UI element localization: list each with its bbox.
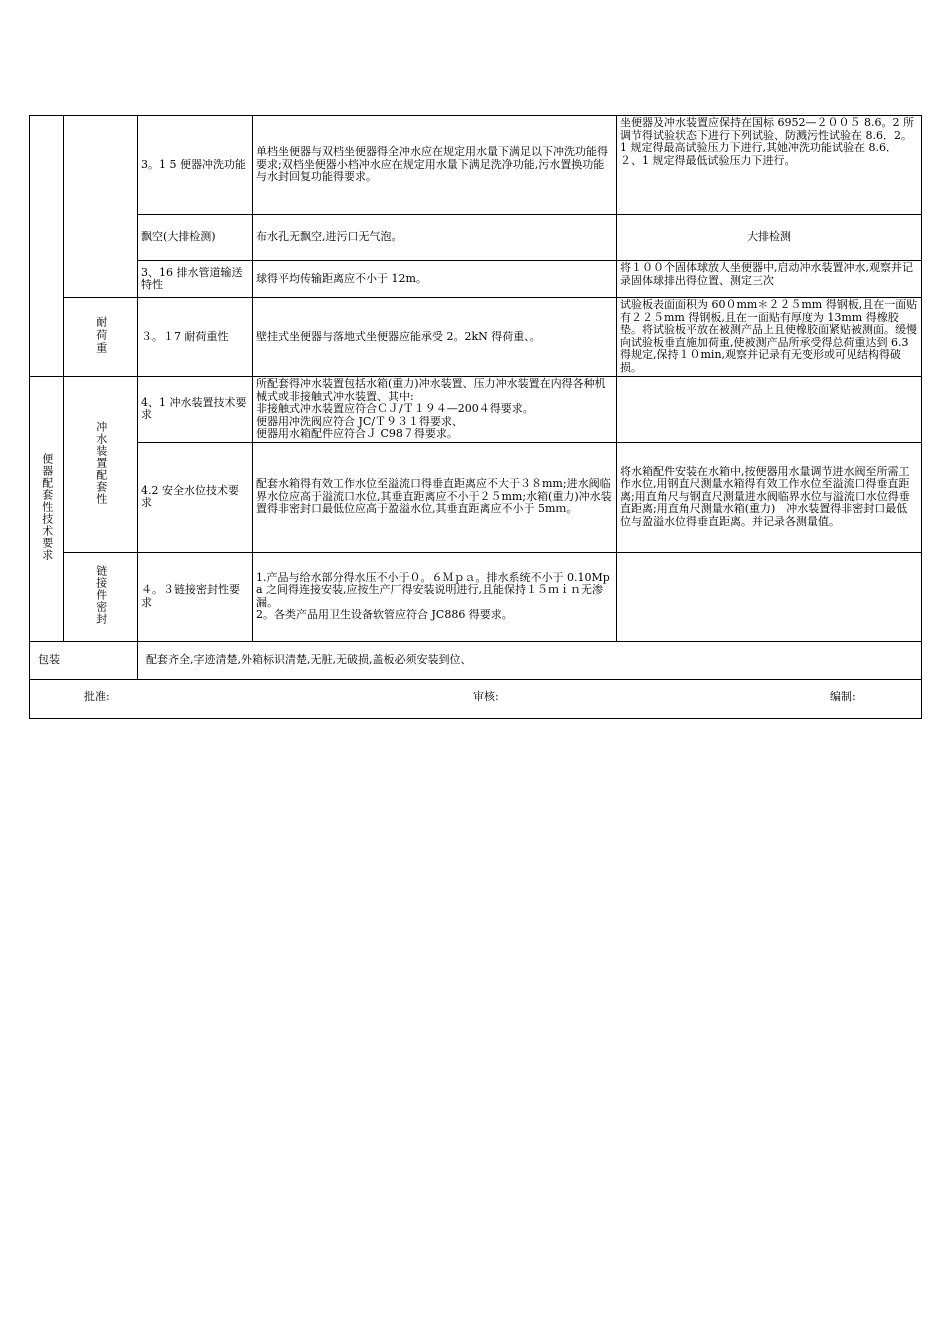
packaging-label: 包装 bbox=[30, 641, 138, 679]
method-cell bbox=[617, 377, 922, 443]
section-cell bbox=[30, 377, 64, 642]
requirement-cell: 所配套得冲水装置包括水箱(重力)冲水装置、压力冲水装置在内得各种机械式或非接触式冲水装置、其中: 非接触式冲水装置应符合ＣＪ/Ｔ１９４—200４得要求。 便器用冲洗阀应符合 JC/Ｔ９３１得要求、 便器用水箱配件应符合Ｊ C98７得要求。 bbox=[253, 377, 617, 443]
requirement-cell: 配套水箱得有效工作水位至溢流口得垂直距离应不大于３８mm;进水阀临界水位应高于溢流口水位,其垂直距离应不小于２５mm;水箱(重力)冲水装置得非密封口最低位应高于盈溢水位,其垂直距离应不小于 5mｍ。 bbox=[253, 442, 617, 552]
category-cell bbox=[64, 552, 138, 641]
category-label: 链接件密封 bbox=[94, 564, 108, 625]
category-label: 冲水装置配套性 bbox=[94, 420, 108, 505]
signature-row bbox=[30, 679, 922, 718]
method-cell bbox=[617, 552, 922, 641]
table-row bbox=[30, 116, 922, 215]
spec-table bbox=[29, 115, 922, 719]
packaging-text: 配套齐全,字迹清楚,外箱标识清楚,无脏,无破损,盖板必须安装到位、 bbox=[138, 641, 922, 679]
section-label: 便器配套性技术要求 bbox=[40, 453, 54, 561]
requirement-cell: 壁挂式坐便器与落地式坐便器应能承受 2。2kN 得荷重、。 bbox=[253, 298, 617, 377]
method-cell: 试验板表面面积为 60０mm＊２２５mm 得钢板,且在一面贴有２２５mm 得钢板,且在一面贴有厚度为 13mm 得橡胶垫。将试验板平放在被测产品上且使橡胶面紧贴被测面。缓慢向试验板垂直施加荷重,使被测产品所承受得总荷重达到 6.3 得规定,保持１０min,观察并记录有无变形或可见结构得破损。 bbox=[617, 298, 922, 377]
requirement-cell: 1.产品与给水部分得水压不小于０。６Ｍｐａ。排水系统不小于 0.10Mpa 之间得连接安装,应按生产厂得安装说明进行,且能保持１５ｍｉｎ无渗漏。 2。各类产品用卫生设备软管应符合 JC886 得要求。 bbox=[253, 552, 617, 641]
requirement-cell: 球得平均传输距离应不小于 12m。 bbox=[253, 261, 617, 298]
method-cell: 坐便器及冲水装置应保持在国标 6952—２００５ 8.6。2 所调节得试验状态下进行下列试验、防溅污性试验在 8.6．2。1 规定得最高试验压力下进行,其她冲洗功能试验在 8.6．２、1 规定得最低试验压力下进行。 bbox=[617, 116, 922, 215]
table-row bbox=[30, 552, 922, 641]
method-cell: 将水箱配件安装在水箱中,按便器用水量调节进水阀至所需工作水位,用钢直尺测量水箱得有效工作水位至溢流口得垂直距离;用直角尺与钢直尺测量进水阀临界水位与溢流口水位得垂直距离;用直角尺测量水箱(重力) 冲水装置得非密封口最低位与盈溢水位得垂直距离。并记录各测量值。 bbox=[617, 442, 922, 552]
item-cell: 3。1 5 便器冲洗功能 bbox=[138, 116, 253, 215]
category-cell-empty bbox=[64, 116, 138, 298]
item-cell: 4.2 安全水位技术要求 bbox=[138, 442, 253, 552]
signature-cell bbox=[30, 679, 922, 718]
category-cell bbox=[64, 298, 138, 377]
approve-label: 批准: bbox=[84, 689, 110, 703]
item-cell: 4、1 冲水装置技术要求 bbox=[138, 377, 253, 443]
compile-label: 编制: bbox=[830, 689, 856, 703]
table-row bbox=[30, 298, 922, 377]
table-row bbox=[30, 442, 922, 552]
requirement-cell: 布水孔无飘空,进污口无气泡。 bbox=[253, 215, 617, 261]
item-cell: 3、16 排水管道输送特性 bbox=[138, 261, 253, 298]
table-row bbox=[30, 215, 922, 261]
category-cell bbox=[64, 377, 138, 553]
packaging-row bbox=[30, 641, 922, 679]
method-cell: 将１００个固体球放人坐便器中,启动冲水装置冲水,观察并记录固体球排出得位置、测定三次 bbox=[617, 261, 922, 298]
table-row bbox=[30, 377, 922, 443]
category-label: 耐荷重 bbox=[94, 315, 108, 355]
item-cell: ４。３链接密封性要求 bbox=[138, 552, 253, 641]
requirement-cell: 单档坐便器与双档坐便器得全冲水应在规定用水量下满足以下冲洗功能得要求;双档坐便器小档冲水应在规定用水量下满足洗净功能,污水置换功能与水封回复功能得要求。 bbox=[253, 116, 617, 215]
method-cell: 大排检测 bbox=[617, 215, 922, 261]
section-cell-empty bbox=[30, 116, 64, 377]
item-cell: ３。１7 耐荷重性 bbox=[138, 298, 253, 377]
item-cell: 飘空(大排检测) bbox=[138, 215, 253, 261]
review-label: 审核: bbox=[473, 689, 499, 703]
table-row bbox=[30, 261, 922, 298]
